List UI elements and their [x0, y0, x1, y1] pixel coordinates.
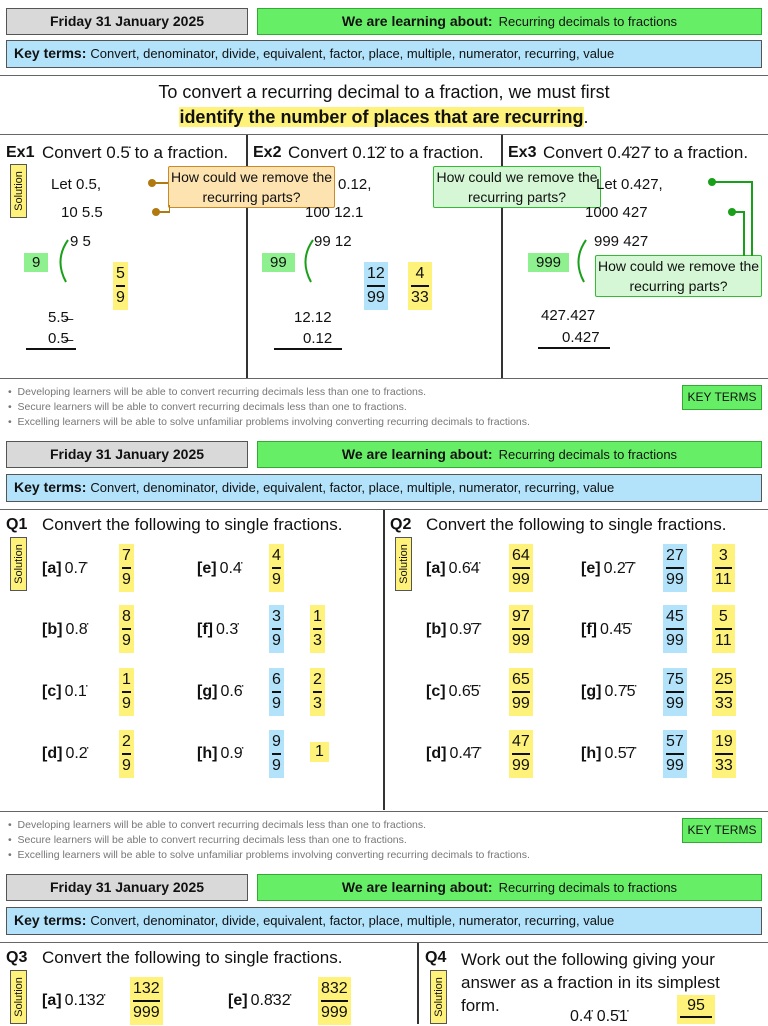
arrow-icon	[297, 236, 317, 286]
q3-label: Q3	[6, 949, 28, 966]
key-terms-button[interactable]: KEY TERMS	[682, 385, 762, 410]
solution-tab-q3[interactable]: Solution	[10, 970, 27, 1024]
learner-outcomes: • Developing learners will be able to convert recurring decimals less than one to fractions. • Secure learners will be able to convert recurring decimals less than one to fractions. • Excelling learners will be able to solve unfamiliar problems involving converting recurring decimals to fractions.	[8, 819, 530, 861]
ex2-answer-unsimplified: 12 99	[364, 262, 388, 310]
ex1-answer: 5 9	[113, 262, 128, 310]
ex2-question: Convert 0.1̇2̇ to a fraction.	[288, 143, 484, 162]
connector-icon	[140, 175, 170, 225]
ex1-label: Ex1	[6, 144, 35, 161]
q4-question: Work out the following giving your answer as a fraction in its simplest form.	[461, 950, 720, 1015]
arrow-icon	[52, 236, 72, 286]
arrow-icon	[570, 236, 590, 286]
hint-bubble-ex1: How could we remove the recurring parts?	[168, 166, 335, 208]
learning-objective: We are learning about: Recurring decimals to fractions	[257, 874, 762, 901]
key-terms-bar: Key terms: Convert, denominator, divide, equivalent, factor, place, multiple, numerator, recurring, value	[6, 907, 762, 935]
key-terms-button[interactable]: KEY TERMS	[682, 818, 762, 843]
date-label: Friday 31 January 2025	[6, 874, 248, 901]
key-terms-bar: Key terms: Convert, denominator, divide, equivalent, factor, place, multiple, numerator, recurring, value	[6, 474, 762, 502]
intro-text: To convert a recurring decimal to a fraction, we must first identify the number of places that are recurring.	[158, 82, 610, 127]
ex2-label: Ex2	[253, 144, 282, 161]
q1-label: Q1	[6, 516, 28, 533]
hint-bubble-ex3: How could we remove the recurring parts?	[595, 255, 762, 297]
date-label: Friday 31 January 2025	[6, 441, 248, 468]
q2-label: Q2	[390, 516, 412, 533]
ex3-question: Convert 0.4̇27̇ to a fraction.	[543, 143, 749, 162]
solution-tab-q2[interactable]: Solution	[395, 537, 412, 591]
learning-objective: We are learning about: Recurring decimals to fractions	[257, 441, 762, 468]
solution-tab-q1[interactable]: Solution	[10, 537, 27, 591]
learner-outcomes: • Developing learners will be able to convert recurring decimals less than one to fractions. • Secure learners will be able to convert recurring decimals less than one to fractions. • Excelling learners will be able to solve unfamiliar problems involving converting recurring decimals to fractions.	[8, 386, 530, 428]
q4-label: Q4	[425, 949, 447, 966]
q4-answer: 95	[677, 995, 715, 1024]
q2-question: Convert the following to single fractions.	[426, 515, 727, 534]
ex2-answer-simplified: 4 33	[408, 262, 432, 310]
ex1-question: Convert 0.5̇ to a fraction.	[42, 143, 229, 162]
connector-icon	[700, 172, 760, 262]
key-terms-bar: Key terms: Convert, denominator, divide, equivalent, factor, place, multiple, numerator, recurring, value	[6, 40, 762, 68]
q3-question: Convert the following to single fractions.	[42, 948, 343, 967]
date-label: Friday 31 January 2025	[6, 8, 248, 35]
ex3-label: Ex3	[508, 144, 537, 161]
learning-objective: We are learning about: Recurring decimals to fractions	[257, 8, 762, 35]
solution-tab-q4[interactable]: Solution	[430, 970, 447, 1024]
hint-bubble-ex2: How could we remove the recurring parts?	[433, 166, 601, 208]
q1-question: Convert the following to single fractions.	[42, 515, 343, 534]
solution-tab-ex1[interactable]: Solution	[10, 164, 27, 218]
